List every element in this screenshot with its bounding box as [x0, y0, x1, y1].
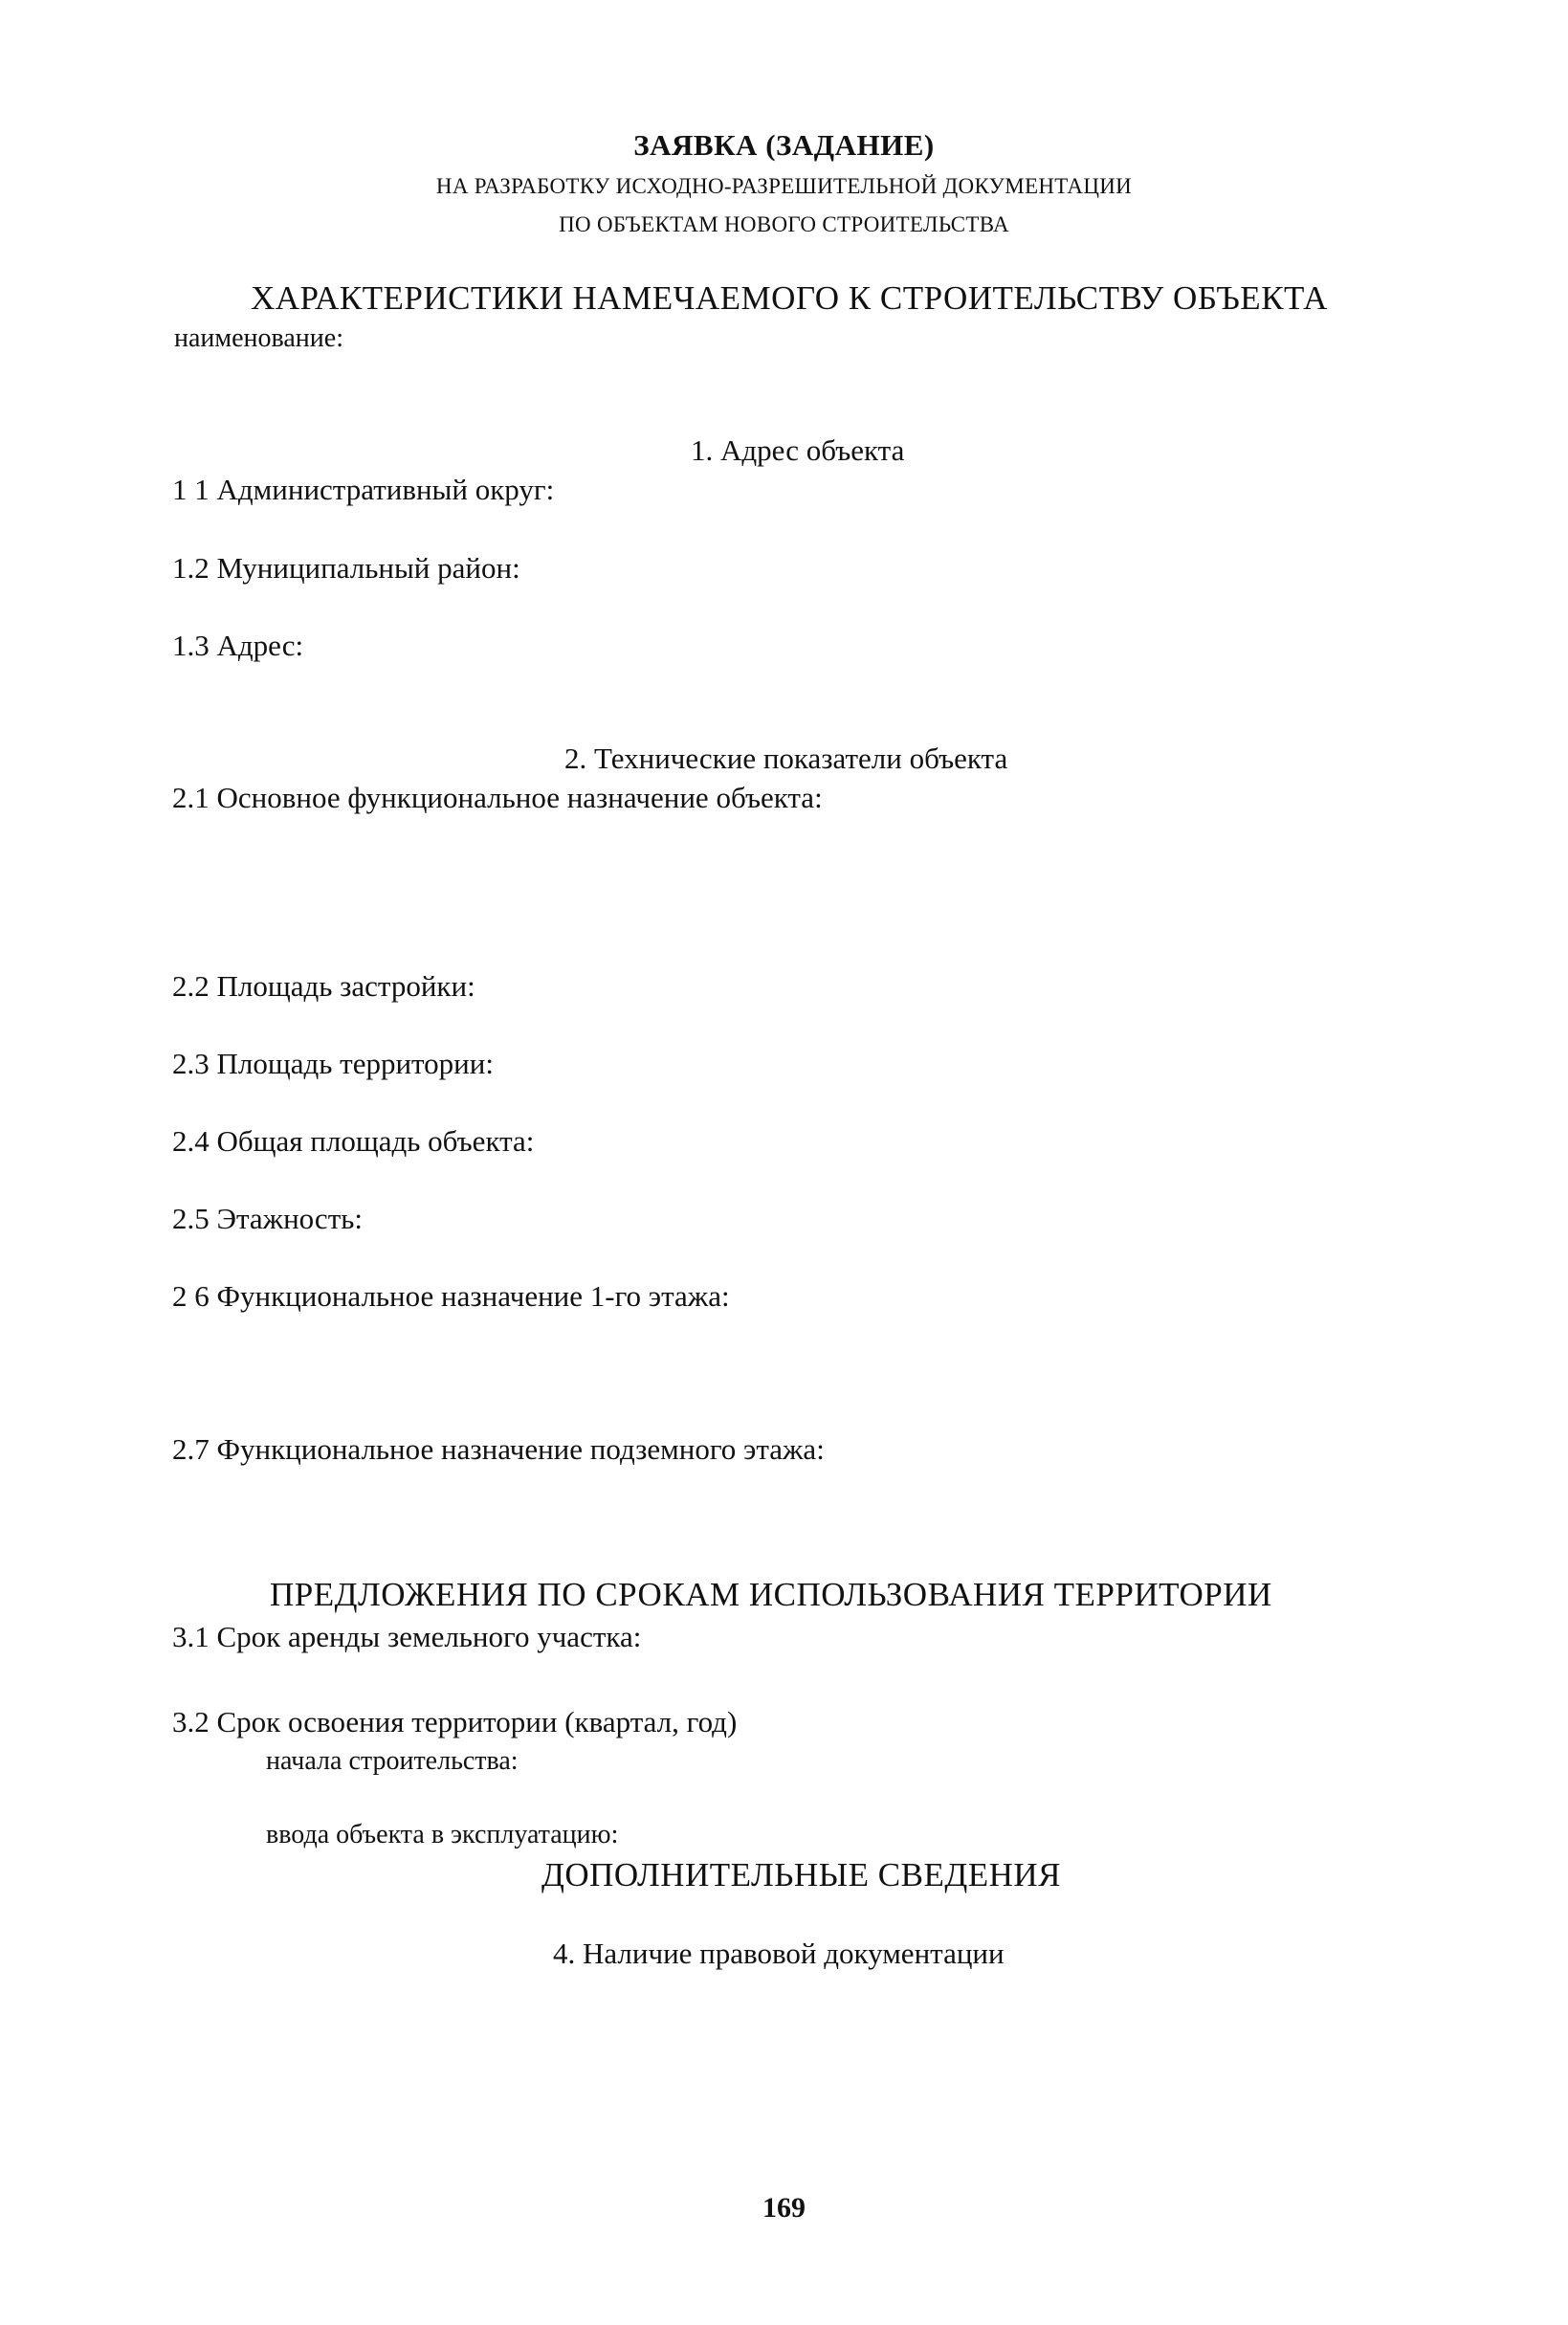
object-name-label: наименование:	[174, 323, 343, 353]
additional-heading: ДОПОЛНИТЕЛЬНЫЕ СВЕДЕНИЯ	[541, 1856, 1062, 1893]
address-item-municipal: 1.2 Муниципальный район:	[172, 551, 520, 585]
terms-heading: ПРЕДЛОЖЕНИЯ ПО СРОКАМ ИСПОЛЬЗОВАНИЯ ТЕРРИТОРИИ	[270, 1576, 1272, 1613]
technical-item-first-floor: 2 6 Функциональное назначение 1-го этажа:	[172, 1279, 730, 1313]
page-number: 169	[762, 2192, 806, 2224]
technical-item-floors: 2.5 Этажность:	[172, 1202, 363, 1235]
address-item-district: 1 1 Административный округ:	[172, 473, 555, 506]
technical-item-underground-floor: 2.7 Функциональное назначение подземного этажа:	[172, 1432, 825, 1466]
document-subtitle-line1: НА РАЗРАБОТКУ ИСХОДНО-РАЗРЕШИТЕЛЬНОЙ ДОКУМЕНТАЦИИ	[435, 174, 1133, 198]
technical-item-territory-area: 2.3 Площадь территории:	[172, 1047, 494, 1080]
terms-item-development: 3.2 Срок освоения территории (квартал, год)	[172, 1705, 738, 1738]
document-title: ЗАЯВКА (ЗАДАНИЕ)	[633, 128, 935, 162]
address-section-heading: 1. Адрес объекта	[691, 433, 905, 467]
technical-item-building-area: 2.2 Площадь застройки:	[172, 969, 475, 1003]
object-characteristics-heading: ХАРАКТЕРИСТИКИ НАМЕЧАЕМОГО К СТРОИТЕЛЬСТВУ ОБЪЕКТА	[251, 279, 1328, 317]
legal-documentation-heading: 4. Наличие правовой документации	[553, 1937, 1005, 1970]
terms-start-label: начала строительства:	[266, 1746, 519, 1776]
technical-item-total-area: 2.4 Общая площадь объекта:	[172, 1124, 535, 1158]
technical-item-purpose: 2.1 Основное функциональное назначение объекта:	[172, 781, 823, 814]
terms-commission-label: ввода объекта в эксплуатацию:	[266, 1820, 619, 1849]
technical-section-heading: 2. Технические показатели объекта	[564, 742, 1008, 775]
address-item-address: 1.3 Адрес:	[172, 629, 304, 662]
document-subtitle-line2: ПО ОБЪЕКТАМ НОВОГО СТРОИТЕЛЬСТВА	[559, 212, 1009, 236]
terms-item-lease: 3.1 Срок аренды земельного участка:	[172, 1620, 642, 1653]
